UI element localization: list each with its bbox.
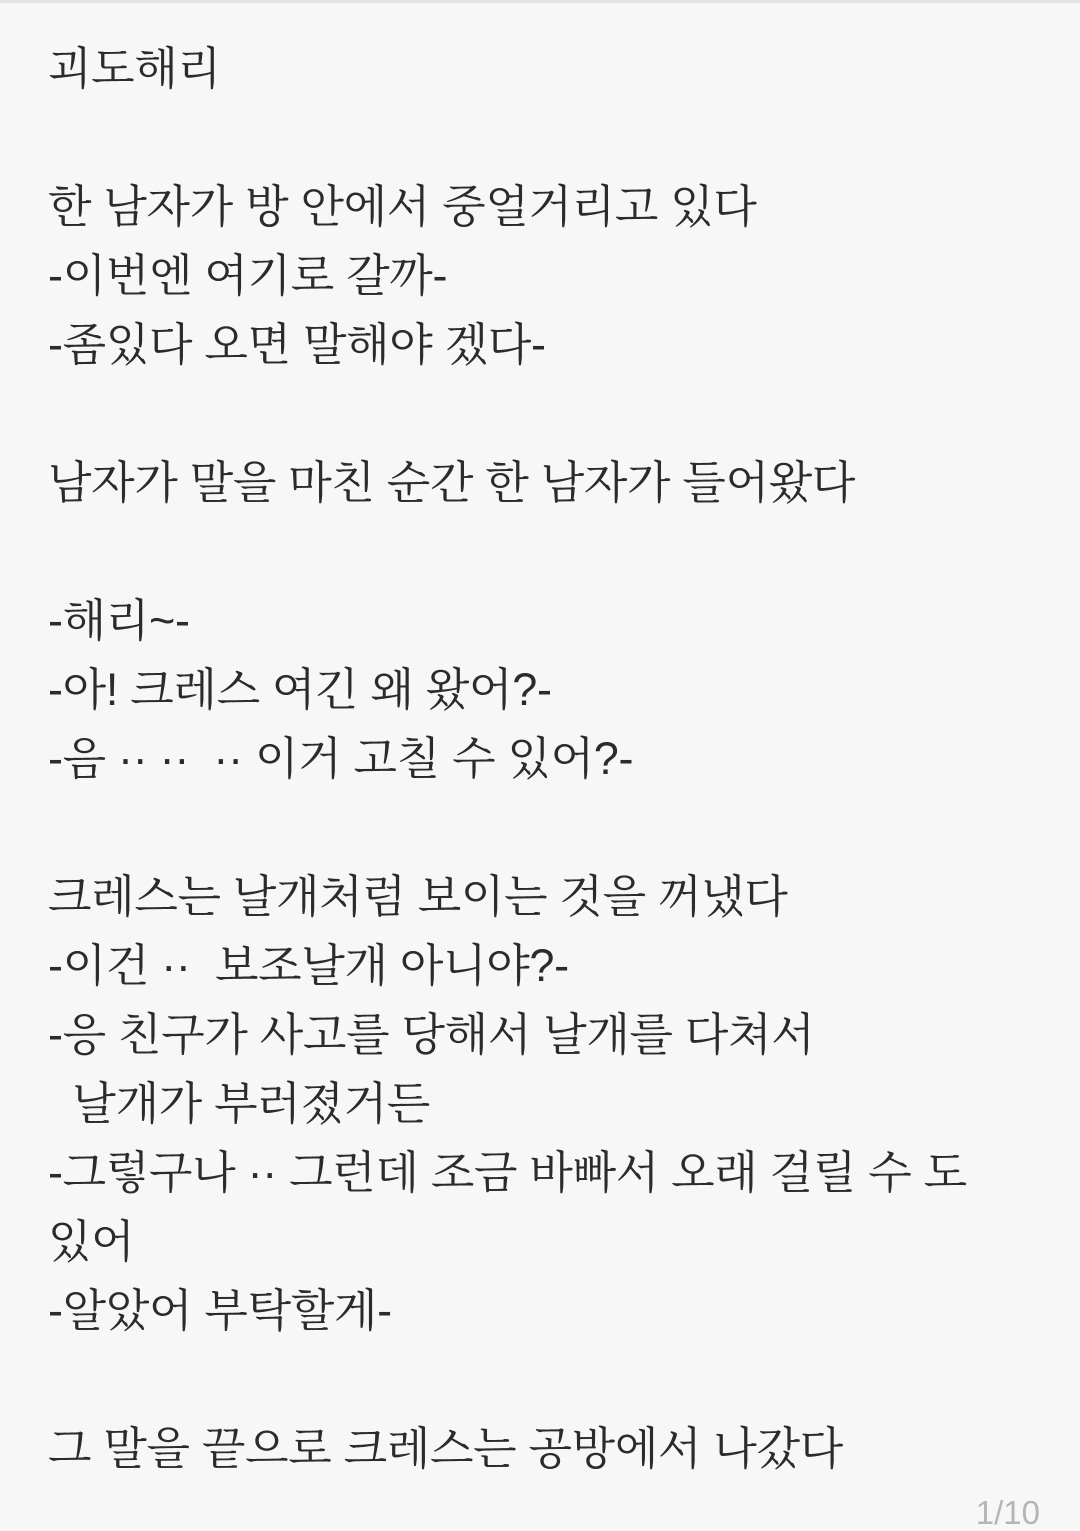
text-line: -이번엔 여기로 갈까- [48, 250, 448, 301]
page-indicator: 1/10 [975, 1494, 1040, 1531]
text-line: -아! 크레스 여긴 왜 왔어?- [48, 664, 552, 715]
text-line: -좀있다 오면 말해야 겠다- [48, 319, 546, 370]
text-line: 날개가 부러졌거든 [48, 1078, 430, 1129]
text-line: 크레스는 날개처럼 보이는 것을 꺼냈다 [48, 871, 788, 922]
text-line: 한 남자가 방 안에서 중얼거리고 있다 [48, 181, 757, 232]
text-line: -알았어 부탁할게- [48, 1285, 392, 1336]
text-line: 있어 [48, 1216, 135, 1267]
text-line [48, 793, 1050, 862]
text-line: -이건 ·· 보조날개 아니야?- [48, 940, 569, 991]
text-line [48, 103, 1050, 172]
text-line: -음 ·· ·· ·· 이거 고칠 수 있어?- [48, 733, 634, 784]
text-line: -그렇구나 ·· 그런데 조금 바빠서 오래 걸릴 수 도 [48, 1147, 967, 1198]
text-line: -응 친구가 사고를 당해서 날개를 다쳐서 [48, 1009, 815, 1060]
page-text [48, 103, 1050, 1483]
text-line [48, 379, 1050, 448]
text-line [48, 517, 1050, 586]
text-line [48, 1345, 1050, 1414]
text-line: -해리~- [48, 595, 190, 646]
text-line: 남자가 말을 마친 순간 한 남자가 들어왔다 [48, 457, 856, 508]
text-line: 그 말을 끝으로 크레스는 공방에서 나갔다 [48, 1423, 843, 1474]
story-title: 괴도해리 [48, 43, 221, 94]
